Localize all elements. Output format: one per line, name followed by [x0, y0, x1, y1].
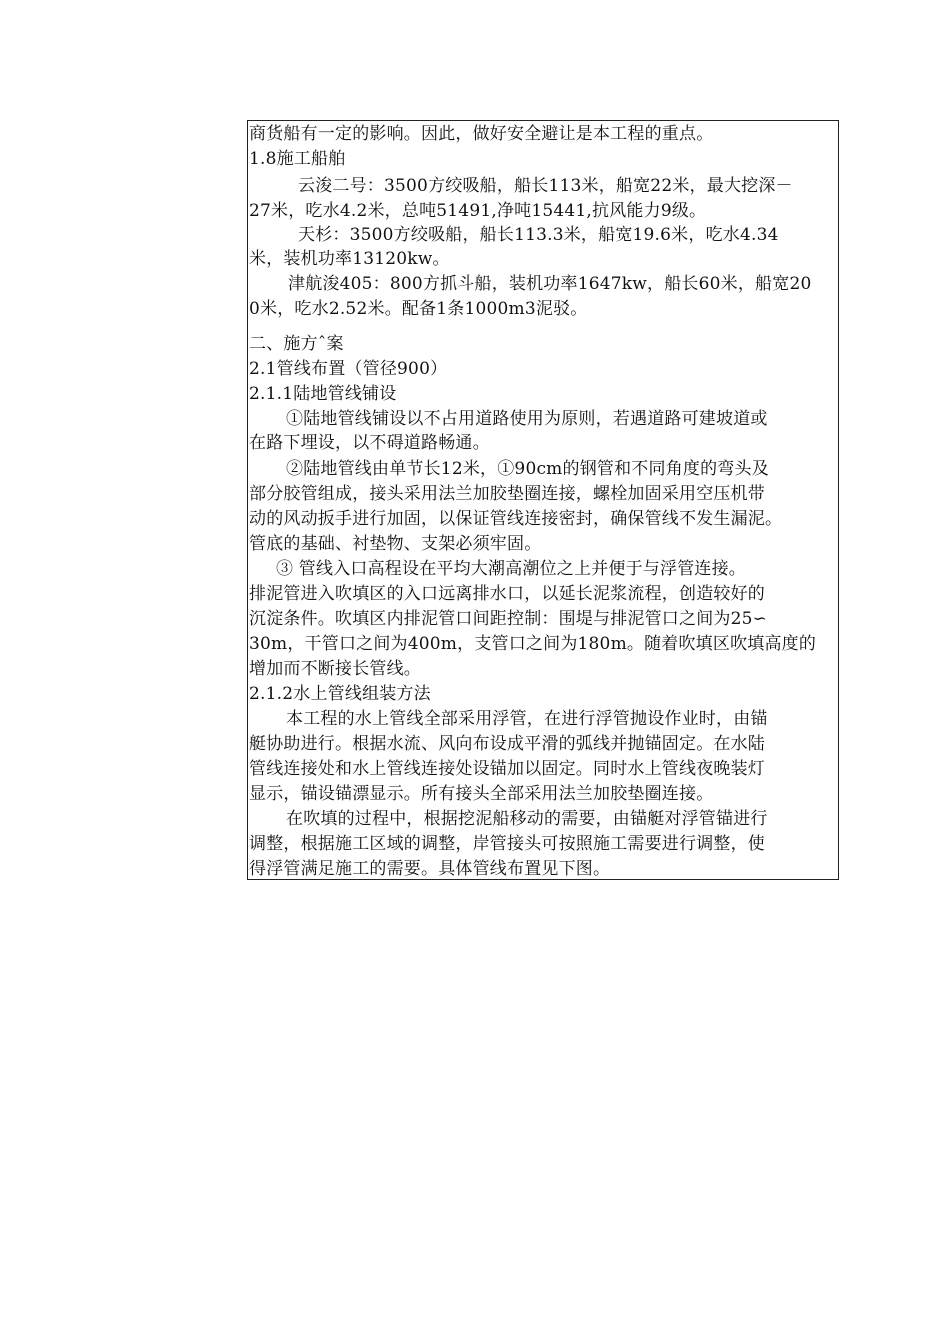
- text-frame: [247, 120, 839, 880]
- section-heading: 二、施方ˆ案: [249, 334, 344, 354]
- section-heading: 2.1.2水上管线组装方法: [249, 684, 431, 704]
- text-line: 米，装机功率13120kw。: [249, 249, 450, 269]
- text-line: 云浚二号：3500方绞吸船，船长113米，船宽22米，最大挖深－: [298, 176, 793, 196]
- text-line: 动的风动扳手进行加固，以保证管线连接密封，确保管线不发生漏泥。: [249, 509, 783, 529]
- text-line: 0米，吃水2.52米。配备1条1000m3泥驳。: [249, 299, 588, 319]
- text-line: 显示，锚设锚漂显示。所有接头全部采用法兰加胶垫圈连接。: [249, 784, 714, 804]
- section-heading: 2.1.1陆地管线铺设: [249, 384, 397, 404]
- text-line: 沉淀条件。吹填区内排泥管口间距控制：围堤与排泥管口之间为25∽: [249, 609, 768, 629]
- text-line: 管线连接处和水上管线连接处设锚加以固定。同时水上管线夜晚装灯: [249, 759, 765, 779]
- text-line: 调整，根据施工区域的调整，岸管接头可按照施工需要进行调整，使: [249, 834, 765, 854]
- text-line: 增加而不断接长管线。: [249, 659, 421, 679]
- text-line: 本工程的水上管线全部采用浮管，在进行浮管抛设作业时，由锚: [286, 709, 768, 729]
- text-line: 得浮管满足施工的需要。具体管线布置见下图。: [249, 859, 611, 879]
- section-heading: 1.8施工船舶: [249, 149, 346, 169]
- text-line: 津航浚405：800方抓斗船，装机功率1647kw，船长60米，船宽20: [288, 274, 812, 294]
- text-line: 艇协助进行。根据水流、风向布设成平滑的弧线并抛锚固定。在水陆: [249, 734, 765, 754]
- text-line: 在路下埋设，以不碍道路畅通。: [249, 433, 490, 453]
- text-line: 管底的基础、衬垫物、支架必须牢固。: [249, 534, 542, 554]
- text-line: 天杉：3500方绞吸船，船长113.3米，船宽19.6米，吃水4.34: [298, 225, 779, 245]
- text-line: 商货船有一定的影响。因此，做好安全避让是本工程的重点。: [249, 124, 714, 144]
- text-line: 部分胶管组成，接头采用法兰加胶垫圈连接，螺栓加固采用空压机带: [249, 484, 765, 504]
- text-line: ①陆地管线铺设以不占用道路使用为原则，若遇道路可建坡道或: [286, 409, 768, 429]
- section-heading: 2.1管线布置（管径900）: [249, 359, 448, 379]
- text-line: ③ 管线入口高程设在平均大潮高潮位之上并便于与浮管连接。: [276, 559, 747, 579]
- text-line: 排泥管进入吹填区的入口远离排水口，以延长泥浆流程，创造较好的: [249, 584, 765, 604]
- text-line: 30m，干管口之间为400m，支管口之间为180m。随着吹填区吹填高度的: [249, 634, 817, 654]
- text-line: ②陆地管线由单节长12米，①90cm的钢管和不同角度的弯头及: [286, 459, 769, 479]
- text-line: 在吹填的过程中，根据挖泥船移动的需要，由锚艇对浮管锚进行: [286, 809, 768, 829]
- text-line: 27米，吃水4.2米，总吨51491,净吨15441,抗风能力9级。: [249, 201, 707, 221]
